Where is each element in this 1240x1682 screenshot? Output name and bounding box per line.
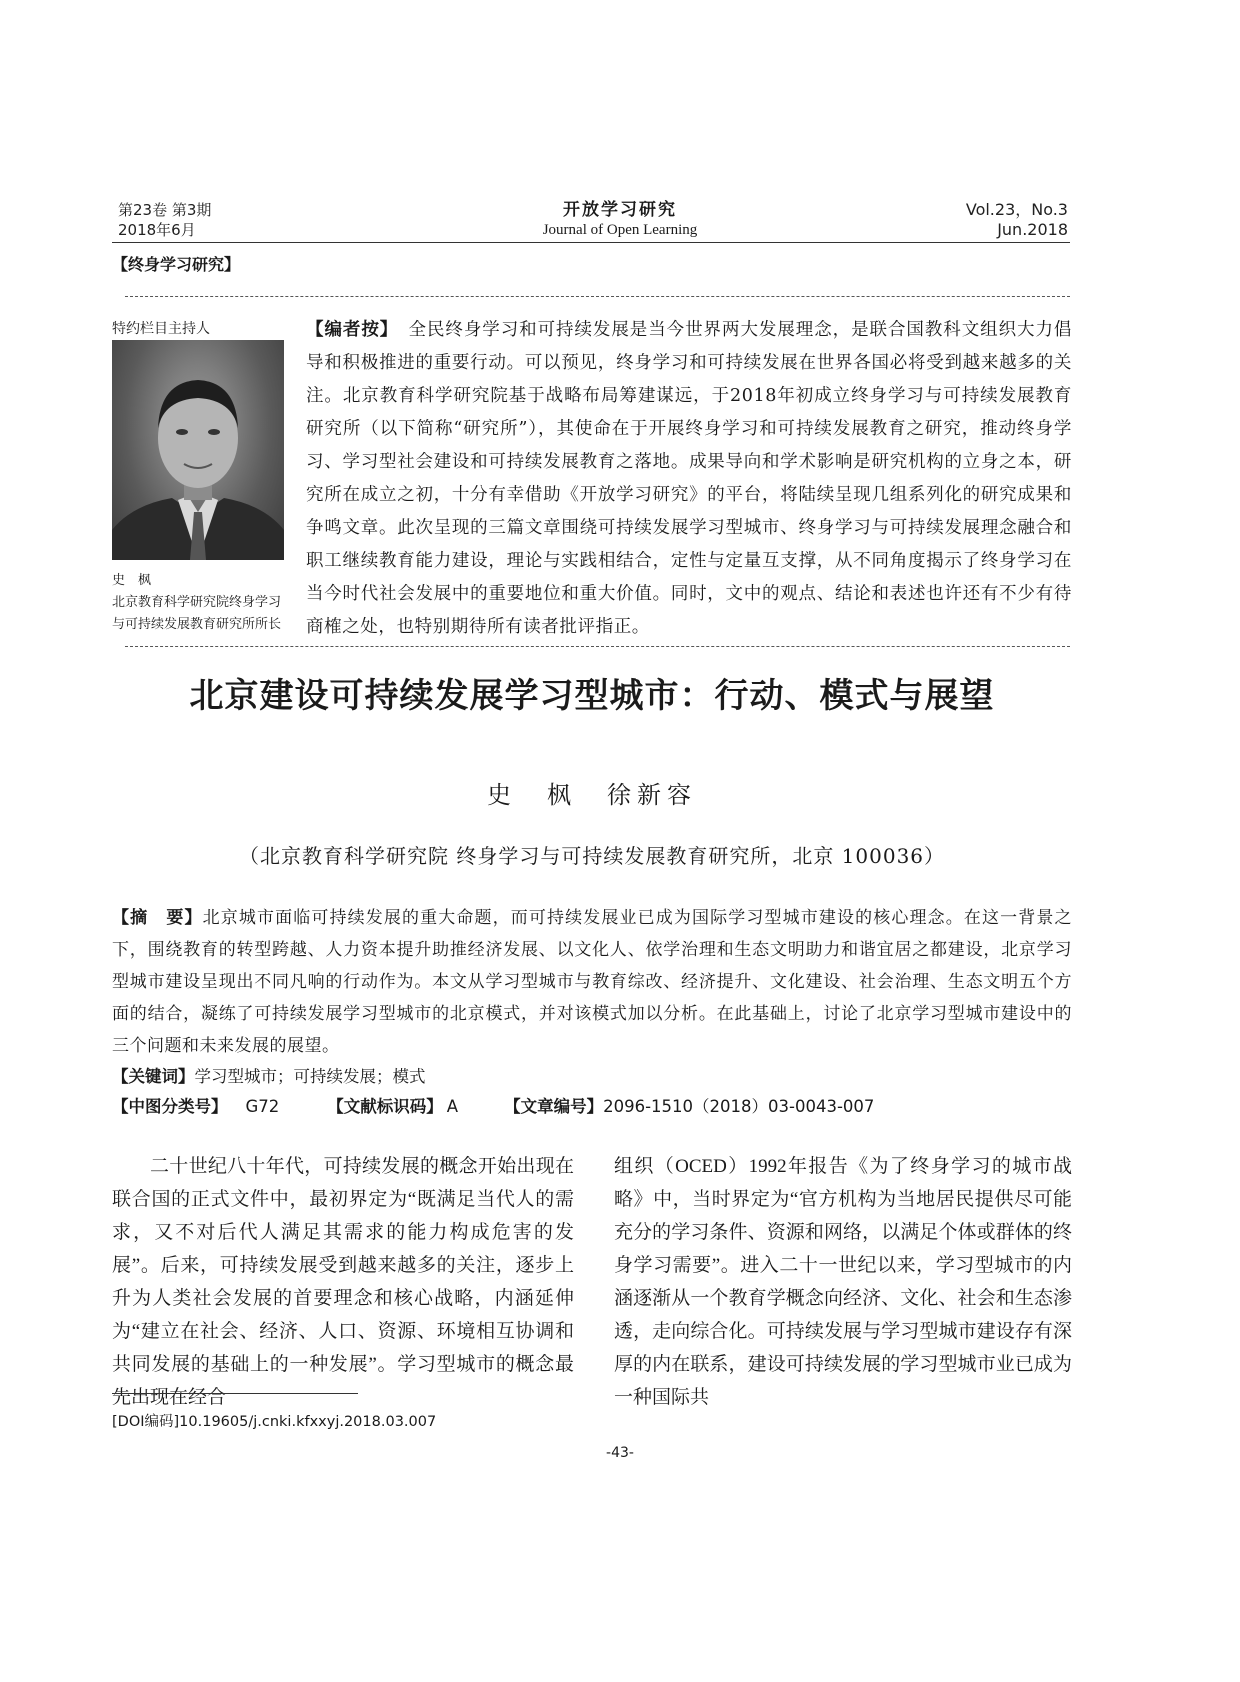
publish-date-en: Jun.2018 (997, 220, 1068, 239)
editor-note-text: 全民终身学习和可持续发展是当今世界两大发展理念，是联合国教科文组织大力倡导和积极推进的重要行动。可以预见，终身学习和可持续发展在世界各国必将受到越来越多的关注。北京教育科学研究院基于战略布局筹建谋远，于2018年初成立终身学习与可持续发展教育研究所（以下简称“研究所”），其使命在于开展终身学习和可持续发展教育之研究，推动终身学习、学习型社会建设和可持续发展教育之落地。成果导向和学术影响是研究机构的立身之本，研究所在成立之初，十分有幸借助《开放学习研究》的平台，将陆续呈现几组系列化的研究成果和争鸣文章。此次呈现的三篇文章围绕可持续发展学习型城市、终身学习与可持续发展理念融合和职工继续教育能力建设，理论与实践相结合，定性与定量互支撑，从不同角度揭示了终身学习在当今时代社会发展中的重要地位和重大价值。同时，文中的观点、结论和表述也许还有不少有待商榷之处，也特别期待所有读者批评指正。 (306, 320, 1072, 637)
publish-date: 2018年6月 (118, 221, 196, 239)
article-affiliation: （北京教育科学研究院 终身学习与可持续发展教育研究所，北京 100036） (238, 844, 946, 868)
body-column-right: 组织（OCED）1992年报告《为了终身学习的城市战略》中，当时界定为“官方机构为当地居民提供尽可能充分的学习条件、资源和网络，以满足个体或群体的终身学习需要”。进入二十一世纪以来，学习型城市的内涵逐渐从一个教育学概念向经济、文化、社会和生态渗透，走向综合化。可持续发展与学习型城市建设存有深厚的内在联系，建设可持续发展的学习型城市业已成为一种国际共 (614, 1156, 1072, 1408)
header-journal (420, 199, 820, 239)
header-volume-issue (118, 200, 418, 240)
editor-note (306, 314, 1072, 644)
header-rule (112, 242, 1070, 243)
host-label: 特约栏目主持人 (112, 321, 210, 337)
host-title-line2: 与可持续发展教育研究所所长 (112, 617, 282, 632)
doc-code-label: 【文献标识码】 (327, 1097, 443, 1116)
abstract-label: 【摘 要】 (112, 908, 203, 928)
clc-value: G72 (245, 1097, 280, 1116)
body-column-left: 二十世纪八十年代，可持续发展的概念开始出现在联合国的正式文件中，最初界定为“既满足当代人的需求，又不对后代人满足其需求的能力构成危害的发展”。后来，可持续发展受到越来越多的关注，逐步上升为人类社会发展的首要理念和核心战略，内涵延伸为“建立在社会、经济、人口、资源、环境相互协调和共同发展的基础上的一种发展”。学习型城市的概念最先出现在经合 (112, 1156, 574, 1408)
abstract-text: 北京城市面临可持续发展的重大命题，而可持续发展业已成为国际学习型城市建设的核心理念。在这一背景之下，围绕教育的转型跨越、人力资本提升助推经济发展、以文化人、依学治理和生态文明助力和谐宜居之都建设，北京学习型城市建设呈现出不同凡响的行动作为。本文从学习型城市与教育综改、经济提升、文化建设、社会治理、生态文明五个方面的结合，凝练了可持续发展学习型城市的北京模式，并对该模式加以分析。在此基础上，讨论了北京学习型城市建设中的三个问题和未来发展的展望。 (112, 908, 1072, 1056)
editor-note-label: 【编者按】 (306, 320, 399, 340)
article-no-label: 【文章编号】 (504, 1097, 604, 1116)
article-title: 北京建设可持续发展学习型城市：行动、模式与展望 (189, 676, 995, 716)
host-photo (112, 340, 284, 560)
section-divider-bottom (125, 646, 1070, 647)
footnote-rule (112, 1393, 358, 1394)
host-caption (112, 570, 302, 636)
host-name: 史 枫 (112, 573, 152, 588)
volume-issue-en: Vol.23，No.3 (965, 200, 1068, 219)
keywords-text: 学习型城市；可持续发展；模式 (194, 1067, 426, 1086)
page-number: -43- (606, 1445, 634, 1461)
article-no-value: 2096-1510（2018）03-0043-007 (603, 1097, 875, 1116)
keywords-label: 【关键词】 (112, 1067, 195, 1086)
host-title-line1: 北京教育科学研究院终身学习 (112, 595, 282, 610)
journal-name-cn: 开放学习研究 (563, 200, 677, 220)
clc-label: 【中图分类号】 (112, 1097, 228, 1116)
keywords-line (112, 1062, 1072, 1092)
volume-issue: 第23卷 第3期 (118, 201, 212, 219)
section-tag: 【终身学习研究】 (112, 255, 241, 274)
header-volume-en (820, 200, 1068, 240)
doi-code: [DOI编码]10.19605/j.cnki.kfxxyj.2018.03.007 (112, 1414, 437, 1430)
portrait-image (112, 340, 284, 560)
journal-name-en: Journal of Open Learning (542, 222, 698, 238)
article-authors: 史 枫 徐新容 (487, 781, 697, 809)
abstract (112, 902, 1072, 1062)
section-divider-top (125, 296, 1070, 297)
doc-code-value: A (446, 1097, 459, 1116)
classification-line (112, 1092, 1072, 1122)
